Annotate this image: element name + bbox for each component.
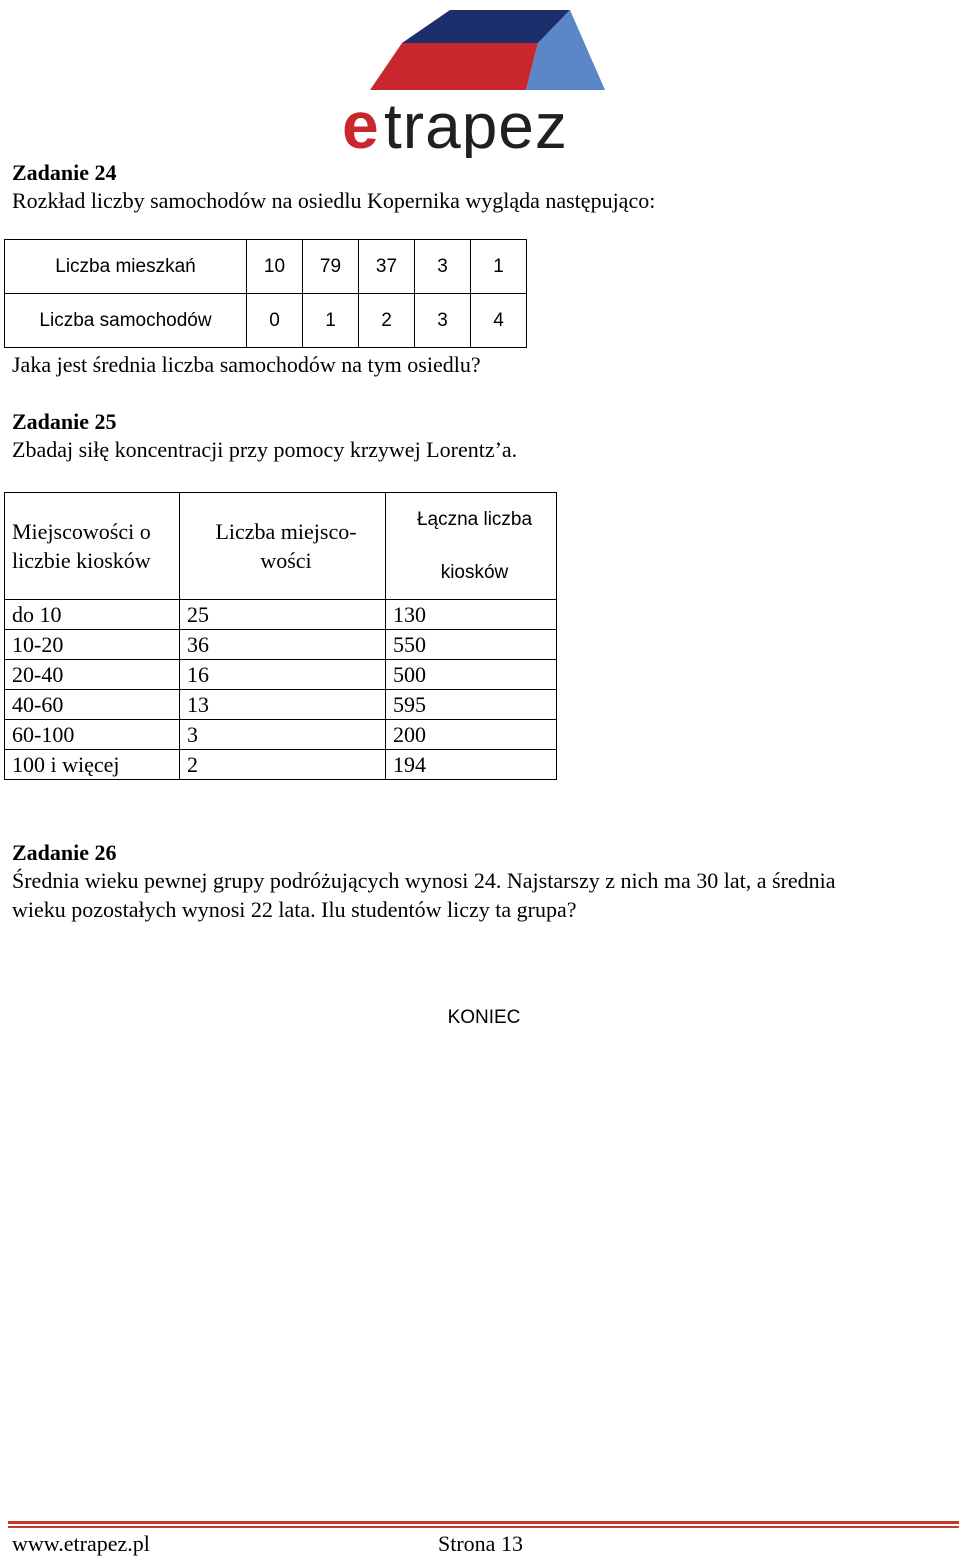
row-label: Liczba mieszkań <box>5 240 247 294</box>
row-label: Liczba samochodów <box>5 294 247 348</box>
table-cell: 13 <box>180 690 386 720</box>
table-cell: 4 <box>471 294 527 348</box>
svg-text:trapez: trapez <box>384 90 568 158</box>
table-row <box>5 660 557 690</box>
table-row <box>5 240 527 294</box>
task25-intro: Zbadaj siłę koncentracji przy pomocy krzywej Lorentz’a. <box>12 437 518 462</box>
table-cell: 60-100 <box>5 720 180 750</box>
table-cell: 37 <box>359 240 415 294</box>
table-row <box>5 690 557 720</box>
task26-line1: Średnia wieku pewnej grupy podróżujących wynosi 24. Najstarszy z nich ma 30 lat, a średnia <box>12 868 836 893</box>
footer-divider <box>8 1521 959 1524</box>
table-cell: 3 <box>415 240 471 294</box>
table-cell: 10 <box>247 240 303 294</box>
table-row <box>5 630 557 660</box>
table-row <box>5 750 557 780</box>
table-cell: 2 <box>359 294 415 348</box>
footer-page-number: Strona 13 <box>438 1531 523 1556</box>
table-cell: 79 <box>303 240 359 294</box>
table-cell: 25 <box>180 600 386 630</box>
table-cell: 40-60 <box>5 690 180 720</box>
table-row <box>5 720 557 750</box>
header-line: Miejscowości o <box>12 519 151 544</box>
table-row <box>5 600 557 630</box>
end-label: KONIEC <box>447 1007 521 1028</box>
table-cell: 3 <box>415 294 471 348</box>
table-cell: 2 <box>180 750 386 780</box>
svg-text:e: e <box>342 88 379 158</box>
table-cell: 130 <box>386 600 557 630</box>
table-cell: do 10 <box>5 600 180 630</box>
table-cell: 595 <box>386 690 557 720</box>
table-cell: 100 i więcej <box>5 750 180 780</box>
header-cell-towns <box>5 493 180 600</box>
kiosks-table <box>4 492 557 780</box>
table-cell: 36 <box>180 630 386 660</box>
table-cell: 194 <box>386 750 557 780</box>
header-cell-total <box>386 493 557 600</box>
header-line: liczbie kiosków <box>12 548 151 573</box>
header-line: Łączna liczba <box>416 509 533 530</box>
table-cell: 1 <box>471 240 527 294</box>
table-cell: 1 <box>303 294 359 348</box>
task24-intro: Rozkład liczby samochodów na osiedlu Kopernika wygląda następująco: <box>12 188 656 213</box>
table-row <box>5 294 527 348</box>
footer-website[interactable]: www.etrapez.pl <box>12 1531 150 1556</box>
trapezoid-logo-icon <box>340 8 640 158</box>
table-cell: 550 <box>386 630 557 660</box>
table-cell: 16 <box>180 660 386 690</box>
header-cell-count <box>180 493 386 600</box>
table-cell: 10-20 <box>5 630 180 660</box>
task26-line2: wieku pozostałych wynosi 22 lata. Ilu studentów liczy ta grupa? <box>12 897 577 922</box>
table-cell: 500 <box>386 660 557 690</box>
header-line: Liczba miejsco- <box>215 519 357 544</box>
task24-title: Zadanie 24 <box>12 160 117 185</box>
table-cell: 0 <box>247 294 303 348</box>
header-line: kiosków <box>440 562 509 583</box>
cars-distribution-table <box>4 239 527 348</box>
footer-divider <box>8 1526 959 1528</box>
table-cell: 20-40 <box>5 660 180 690</box>
etrapez-logo <box>340 8 640 158</box>
task26-title: Zadanie 26 <box>12 840 117 865</box>
task24-question: Jaka jest średnia liczba samochodów na tym osiedlu? <box>12 352 481 377</box>
table-header-row <box>5 493 557 600</box>
task25-title: Zadanie 25 <box>12 409 117 434</box>
header-line: wości <box>260 548 312 573</box>
table-cell: 200 <box>386 720 557 750</box>
table-cell: 3 <box>180 720 386 750</box>
